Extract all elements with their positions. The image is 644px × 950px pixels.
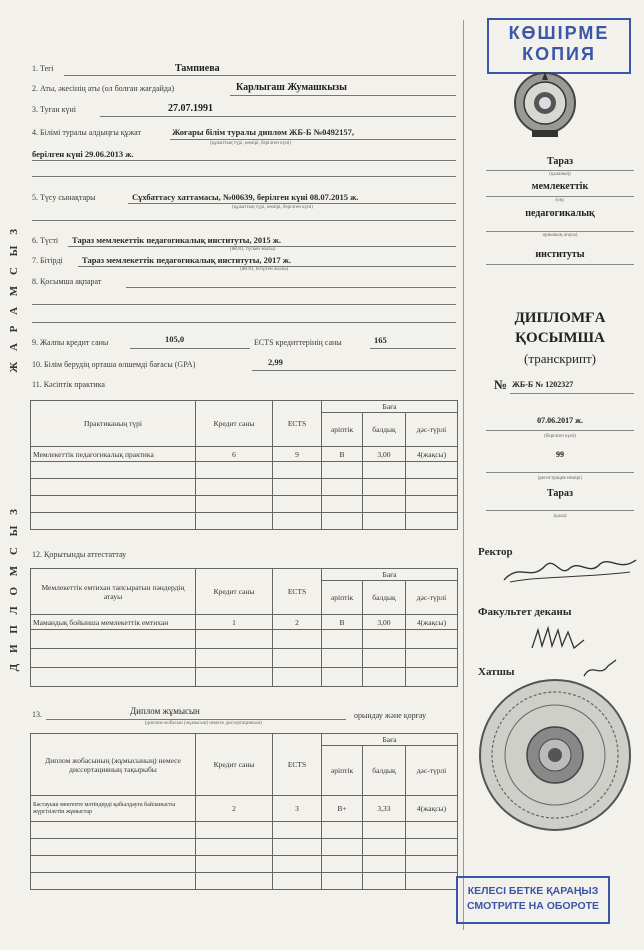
thesis-table (30, 733, 458, 890)
section-13-hint: (диплом жобасын (жұмысын) немесе диссертациясын) (145, 721, 262, 726)
field-4-value: Жоғары білім туралы диплом ЖБ-Б №0492157, (172, 127, 355, 137)
table-row: Мемлекеттік педагогикалық практика 6 9 B 3,00 4(жақсы) (31, 447, 458, 462)
copy-stamp-line2: КОПИЯ (522, 44, 596, 64)
table-row: Бастауыш мектепте мәтіндерді қабылдауға байланысты жүргізілетін жұмыстар 2 3 B+ 3,33 4(жақсы) (31, 796, 458, 822)
side-text-zharamsyz: Ж А Р А М С Ы З (8, 225, 20, 373)
see-back-stamp (456, 876, 610, 924)
col-points: балдық (363, 746, 406, 796)
col-letter: әріптік (322, 581, 363, 615)
serial-number: ЖБ-Б № 1202327 (512, 380, 574, 389)
col-credits: Кредит саны (196, 734, 273, 796)
col-grade: Баға (322, 401, 458, 413)
field-1-line (64, 75, 456, 76)
field-4-hint: (құжаттың түрі, нөмірі, берілген күні) (210, 141, 291, 146)
field-5-line (128, 203, 456, 204)
col-letter: әріптік (322, 746, 363, 796)
field-3-value: 27.07.1991 (168, 103, 213, 114)
table-row (31, 839, 458, 856)
rector-label: Ректор (478, 546, 513, 558)
col-exam-subjects: Мемлекеттік емтихан тапсыратын пәндердің атауы (31, 569, 196, 615)
inst-kind-value: институты (535, 249, 585, 260)
ects-total-label: ECTS кредиттерінің саны (254, 338, 342, 347)
field-8-line3 (32, 322, 456, 323)
col-practice-type: Практиканың түрі (31, 401, 196, 447)
field-4-line (170, 139, 456, 140)
table-row (31, 479, 458, 496)
table-row (31, 856, 458, 873)
inst-name-hint: орнының атауы) (542, 233, 578, 238)
city-value: Тараз (546, 156, 573, 167)
inst-name-line (486, 231, 634, 232)
field-9-line (130, 348, 250, 349)
issue-date-value: 07.06.2017 ж. (537, 416, 583, 425)
secretary-label: Хатшы (478, 666, 515, 678)
field-6-label: 6. Түсті (32, 236, 59, 245)
reg-number-value: 99 (556, 450, 564, 459)
col-credits: Кредит саны (196, 569, 273, 615)
see-back-stamp-line2: СМОТРИТЕ НА ОБОРОТЕ (466, 900, 600, 912)
field-8-line2 (32, 304, 456, 305)
copy-stamp (487, 18, 631, 74)
copy-stamp-line1: КӨШІРМЕ (508, 23, 610, 43)
attestation-table (30, 568, 458, 687)
field-10-label: 10. Білім берудің орташа өлшемді бағасы (GPA) (32, 360, 196, 369)
field-6-value: Тараз мемлекеттік педагогикалық институты, 2015 ж. (72, 235, 282, 245)
field-4-label: 4. Білімі туралы алдыңғы құжат (32, 128, 141, 137)
col-points: балдық (363, 413, 406, 447)
field-7-label: 7. Бітірді (32, 256, 63, 265)
col-thesis-topic: Диплом жобасының (жұмысының) немесе диссертацияның тақырыбы (31, 734, 196, 796)
field-8-line (126, 287, 456, 288)
field-7-value: Тараз мемлекеттік педагогикалық институты, 2017 ж. (82, 255, 292, 265)
col-letter: әріптік (322, 413, 363, 447)
inst-type-hint: (оқу (555, 198, 565, 203)
field-3-line (100, 116, 456, 117)
field-2-label: 2. Аты, әкесінің аты (ол болған жағдайда) (32, 84, 175, 93)
field-5-label: 5. Түсу сынақтары (32, 193, 96, 202)
field-10-line (252, 370, 456, 371)
table-row: Мамандық бойынша мемлекеттік емтихан 1 2 B 3,00 4(жақсы) (31, 615, 458, 630)
rector-signature-icon (500, 552, 640, 588)
col-grade: Баға (322, 569, 458, 581)
doc-title-2: ҚОСЫМША (515, 330, 605, 346)
round-seal-icon (476, 676, 634, 834)
field-4-line2 (32, 160, 456, 161)
table-row (31, 462, 458, 479)
section-13-line (46, 719, 346, 720)
field-3-label: 3. Туған күні (32, 105, 76, 114)
issue-date-hint: (берілген күні) (544, 434, 576, 439)
doc-title-3: (транскрипт) (524, 351, 596, 366)
table-row (31, 649, 458, 668)
field-5-line2 (32, 220, 456, 221)
serial-line (510, 393, 634, 394)
column-divider (463, 20, 464, 930)
field-2-line (230, 95, 456, 96)
col-grade: Баға (322, 734, 458, 746)
inst-type-line (486, 196, 634, 197)
dean-signature-icon (528, 622, 588, 654)
table-row (31, 668, 458, 687)
field-9-label: 9. Жалпы кредит саны (32, 338, 109, 347)
ects-total-line (370, 348, 456, 349)
inst-kind-line (486, 264, 634, 265)
side-text-diplomsyz: Д И П Л О М С Ы З (8, 505, 20, 672)
field-4-issued: берілген күні 29.06.2013 ж. (32, 149, 134, 159)
table-row (31, 513, 458, 530)
ects-total-value: 165 (374, 335, 387, 345)
col-points: балдық (363, 581, 406, 615)
city-line (486, 170, 634, 171)
col-ects: ECTS (273, 734, 322, 796)
table-row (31, 873, 458, 890)
field-1-label: 1. Тегі (32, 64, 54, 73)
table-row (31, 496, 458, 513)
issue-city-hint: (қала) (553, 514, 567, 519)
field-9-value: 105,0 (165, 334, 185, 344)
see-back-stamp-line1: КЕЛЕСІ БЕТКЕ ҚАРАҢЫЗ (467, 885, 599, 897)
inst-type-value: мемлекеттік (531, 181, 589, 192)
field-8-label: 8. Қосымша ақпарат (32, 277, 102, 286)
reg-number-line (486, 472, 634, 473)
dean-label: Факультет деканы (478, 606, 572, 618)
table-row (31, 630, 458, 649)
inst-name-value: педагогикалық (525, 208, 595, 219)
field-7-hint: (ЖОО, бітірген жылы) (240, 267, 289, 272)
field-10-value: 2,99 (268, 357, 283, 367)
practice-table (30, 400, 458, 530)
col-ects: ECTS (273, 401, 322, 447)
col-ects: ECTS (273, 569, 322, 615)
col-credits: Кредит саны (196, 401, 273, 447)
field-1-value: Тампиева (175, 63, 220, 74)
doc-title-1: ДИПЛОМҒА (514, 310, 606, 326)
table-row (31, 822, 458, 839)
field-6-hint: (ЖОО, түскен жылы) (230, 247, 276, 252)
state-emblem-icon (512, 68, 578, 140)
city-hint: (қаланың) (549, 172, 571, 177)
issue-city-line (486, 510, 634, 511)
number-sign: № (494, 377, 508, 392)
section-13-value: Диплом жұмысын (130, 706, 200, 716)
field-4-line3 (32, 176, 456, 177)
section-12-label: 12. Қорытынды аттестаттау (32, 550, 127, 559)
reg-number-hint: (регистрация нөмірі) (537, 476, 583, 481)
col-traditional: дәс-түрлі (405, 413, 457, 447)
issue-date-line (486, 430, 634, 431)
field-5-hint: (құжаттың түрі, нөмірі, берілген күні) (232, 205, 313, 210)
col-traditional: дәс-түрлі (405, 746, 457, 796)
section-11-label: 11. Кәсіптік практика (32, 380, 105, 389)
section-13-number: 13. (32, 710, 42, 719)
section-13-suffix: орындау және қорғау (354, 711, 427, 720)
issue-city-value: Тараз (546, 488, 573, 499)
field-5-value: Сұхбаттасу хаттамасы, №00639, берілген күні 08.07.2015 ж. (132, 192, 359, 202)
field-2-value: Карлыгаш Жумашкызы (236, 82, 347, 93)
col-traditional: дәс-түрлі (405, 581, 457, 615)
